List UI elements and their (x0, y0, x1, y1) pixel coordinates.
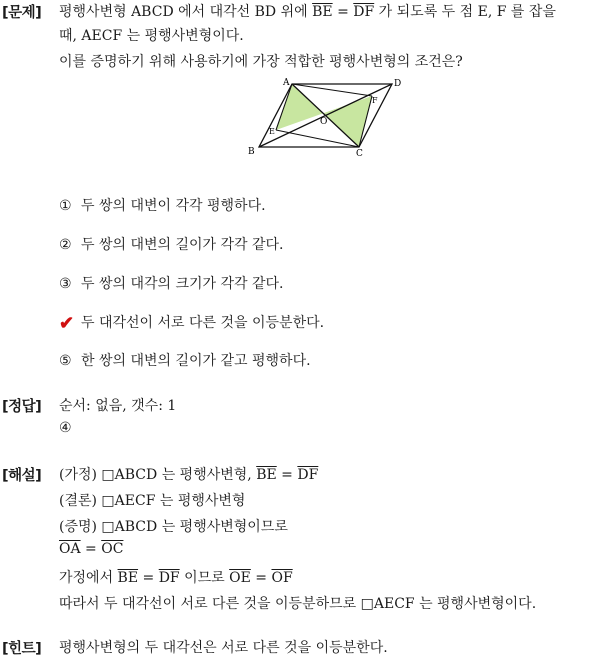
equals: = (80, 541, 102, 557)
segment-of: $\overline{OF}$ (271, 570, 293, 586)
answer-value: ④ (59, 420, 72, 436)
segment-oe: $\overline{OE}$ (229, 570, 251, 586)
problem-line-3: 이를 증명하기 위해 사용하기에 가장 적합한 평행사변형의 조건은? (59, 54, 463, 70)
segment-oa: $\overline{OA}$ (59, 541, 81, 557)
answer-meta: 순서: 없음, 갯수: 1 (59, 398, 177, 414)
segment-be: $\overline{BE}$ (256, 467, 277, 483)
segment-be: $\overline{BE}$ (117, 570, 139, 586)
choice-text: 두 쌍의 대변의 길이가 각각 같다. (81, 237, 284, 253)
choice-text: 두 쌍의 대각의 크기가 각각 같다. (81, 276, 284, 292)
choice-number: ② (59, 237, 72, 253)
choice-3[interactable] (59, 273, 284, 293)
choice-text: 두 쌍의 대변이 각각 평행하다. (81, 198, 266, 214)
segment-be: $\overline{BE}$ (312, 4, 333, 20)
solution-line-5 (59, 567, 293, 587)
problem-line-2: 때, AECF 는 평행사변형이다. (59, 28, 244, 44)
segment-df: $\overline{DF}$ (158, 570, 180, 586)
label-a: A (283, 78, 290, 88)
label-c: C (356, 149, 363, 158)
solution-line-2: (결론) □AECF 는 평행사변형 (59, 493, 246, 509)
equals: = (332, 4, 354, 20)
problem-text: 가 되도록 두 점 E, F 를 잡을 (374, 4, 556, 20)
choice-number: ① (59, 198, 72, 214)
segment-df: $\overline{DF}$ (353, 4, 375, 20)
segment-df: $\overline{DF}$ (297, 467, 319, 483)
choice-text: 두 대각선이 서로 다른 것을 이등분한다. (81, 315, 325, 331)
side-af (292, 84, 372, 96)
choice-2[interactable] (59, 234, 284, 254)
solution-text: (가정) □ABCD 는 평행사변형, (59, 467, 257, 483)
equals: = (250, 570, 272, 586)
label-f: F (372, 96, 378, 105)
choice-1[interactable] (59, 195, 266, 215)
equals: = (138, 570, 159, 586)
answer-tag: [정답] (2, 399, 42, 415)
choice-text: 한 쌍의 대변의 길이가 같고 평행하다. (81, 353, 311, 369)
label-o: O (320, 117, 328, 127)
solution-line-6: 따라서 두 대각선이 서로 다른 것을 이등분하므로 □AECF 는 평행사변형이다. (59, 596, 537, 612)
segment-oc: $\overline{OC}$ (101, 541, 124, 557)
hint-text: 평행사변형의 두 대각선은 서로 다른 것을 이등분한다. (59, 640, 388, 656)
choice-number: ③ (59, 276, 72, 292)
solution-line-1 (59, 464, 318, 484)
equals: = (276, 467, 298, 483)
solution-text: 가정에서 (59, 570, 118, 586)
solution-line-3: (증명) □ABCD 는 평행사변형이므로 (59, 519, 288, 535)
choice-number: ⑤ (59, 353, 72, 369)
diagonal-bd (259, 84, 392, 147)
problem-line-1 (59, 1, 556, 21)
choice-4[interactable] (59, 312, 324, 332)
parallelogram-figure (244, 76, 404, 158)
label-b: B (248, 147, 255, 157)
problem-tag: [문제] (2, 5, 42, 21)
hint-tag: [힌트] (2, 641, 42, 657)
problem-text: 평행사변형 ABCD 에서 대각선 BD 위에 (59, 4, 313, 20)
label-e: E (269, 127, 275, 136)
checkmark-icon: ✔ (59, 313, 75, 334)
solution-tag: [해설] (2, 468, 42, 484)
solution-text: 이므로 (179, 570, 230, 586)
choice-5[interactable] (59, 350, 311, 370)
label-d: D (394, 79, 402, 89)
solution-line-4 (59, 541, 123, 557)
